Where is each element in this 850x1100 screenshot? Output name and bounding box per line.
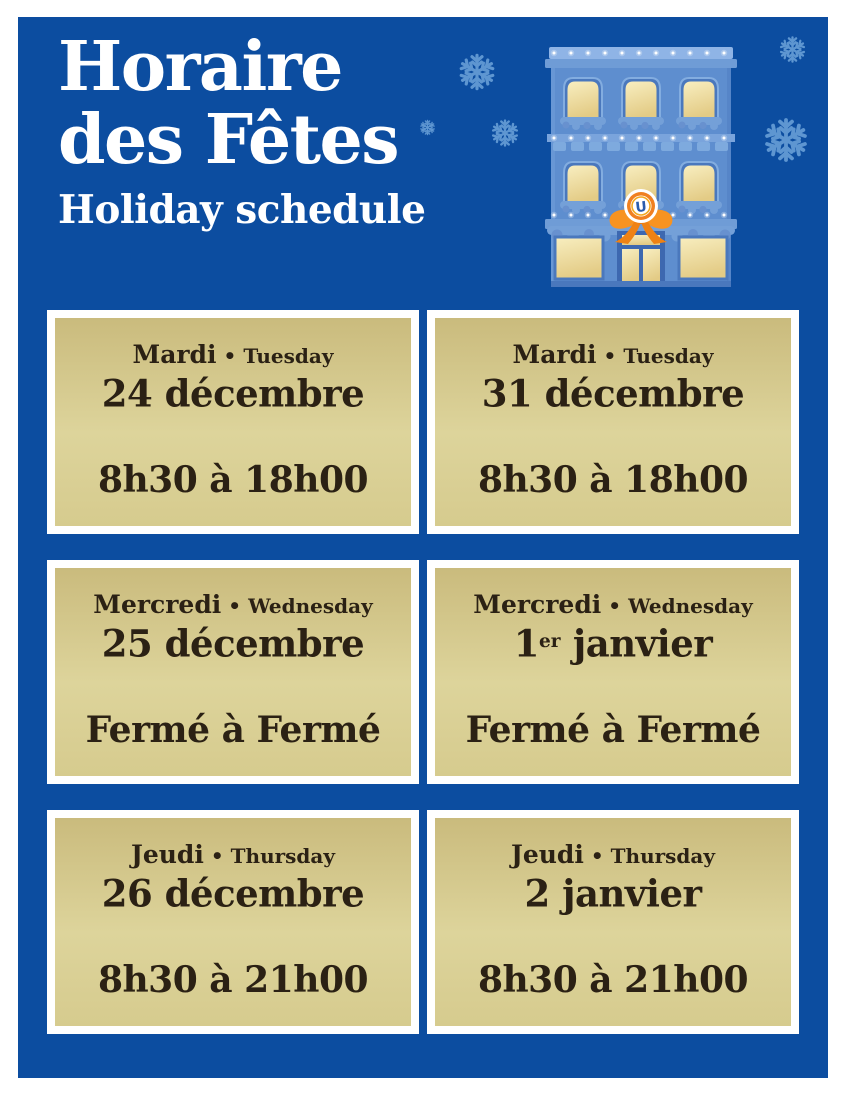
day-en: Wednesday (628, 594, 753, 618)
card-hours: 8h30 à 21h00 (97, 959, 369, 1001)
date-superscript: er (538, 631, 561, 652)
card-day-line (511, 840, 715, 871)
schedule-grid (47, 310, 799, 1034)
bullet-separator: • (603, 344, 617, 368)
card-day-line (93, 590, 372, 621)
card-date (525, 871, 702, 914)
title-line-2: des Fêtes (58, 100, 399, 180)
card-hours: 8h30 à 21h00 (477, 959, 749, 1001)
logo-letter: U (634, 198, 648, 217)
date-rest: janvier (560, 621, 713, 666)
date-main: 26 décembre (101, 871, 365, 916)
title-block (58, 27, 426, 233)
card-date (102, 621, 364, 664)
card-date (102, 871, 364, 914)
day-fr: Mercredi (473, 590, 602, 619)
storefront-illustration (541, 41, 741, 291)
bullet-separator: • (223, 344, 237, 368)
day-en: Thursday (610, 844, 715, 868)
schedule-card (47, 560, 419, 784)
bullet-separator: • (590, 844, 604, 868)
schedule-card (427, 310, 799, 534)
date-main: 2 janvier (524, 871, 702, 916)
card-hours: Fermé à Fermé (465, 709, 761, 751)
date-main: 31 décembre (481, 371, 745, 416)
day-fr: Jeudi (130, 840, 204, 869)
day-en: Thursday (230, 844, 335, 868)
bullet-separator: • (228, 594, 242, 618)
date-main: 1 (513, 621, 539, 666)
day-fr: Jeudi (510, 840, 584, 869)
schedule-card (47, 310, 419, 534)
bullet-separator: • (608, 594, 622, 618)
card-date (514, 621, 713, 664)
day-fr: Mardi (512, 340, 597, 369)
snowflake-icon (490, 118, 520, 148)
card-hours: 8h30 à 18h00 (97, 459, 369, 501)
date-main: 25 décembre (101, 621, 365, 666)
day-fr: Mardi (132, 340, 217, 369)
card-date (482, 371, 744, 414)
schedule-card (427, 810, 799, 1034)
snowflake-icon (419, 119, 436, 136)
card-hours: 8h30 à 18h00 (477, 459, 749, 501)
bullet-separator: • (210, 844, 224, 868)
snowflake-icon (457, 52, 497, 92)
card-date (102, 371, 364, 414)
snowflake-icon (778, 35, 807, 64)
day-fr: Mercredi (93, 590, 222, 619)
page-title (58, 27, 425, 180)
date-main: 24 décembre (101, 371, 365, 416)
page-subtitle: Holiday schedule (58, 187, 426, 233)
holiday-poster (18, 17, 828, 1078)
day-en: Tuesday (623, 344, 714, 368)
schedule-card (47, 810, 419, 1034)
card-day-line (131, 840, 335, 871)
schedule-card (427, 560, 799, 784)
card-day-line (513, 340, 714, 371)
card-day-line (133, 340, 334, 371)
day-en: Wednesday (248, 594, 373, 618)
card-day-line (473, 590, 752, 621)
snowflake-icon (762, 116, 810, 164)
title-line-1: Horaire (58, 27, 342, 107)
card-hours: Fermé à Fermé (85, 709, 381, 751)
day-en: Tuesday (243, 344, 334, 368)
